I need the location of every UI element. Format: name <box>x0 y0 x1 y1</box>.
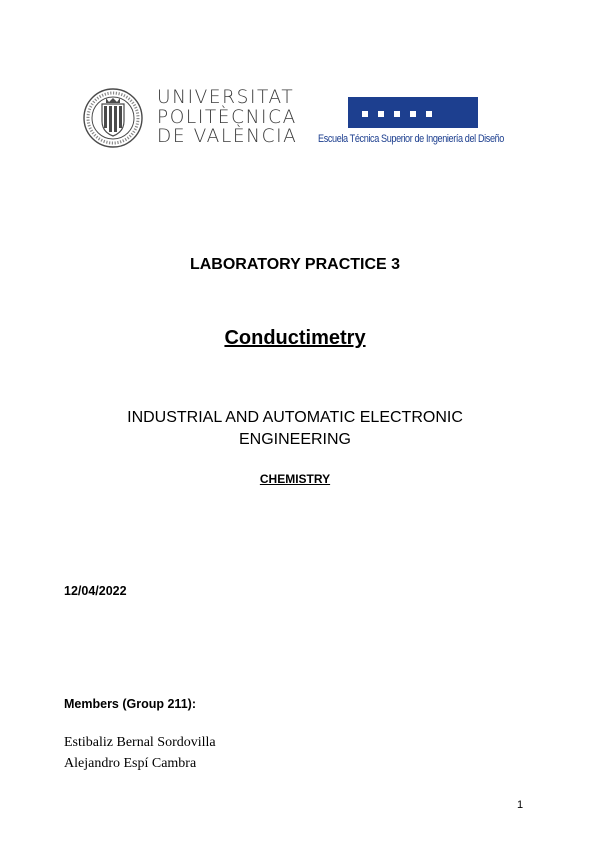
lab-title: LABORATORY PRACTICE 3 <box>189 256 401 273</box>
degree-line: ENGINEERING <box>238 431 351 448</box>
upv-name-line: POLITÈCNICA <box>157 106 297 128</box>
degree-line: INDUSTRIAL AND AUTOMATIC ELECTRONIC <box>127 409 463 426</box>
etsid-name: Escuela Técnica Superior de Ingeniería del Diseño <box>318 133 504 145</box>
upv-seal-icon <box>82 87 146 149</box>
upv-name-line: UNIVERSITAT <box>157 87 295 108</box>
degree-name <box>0 407 590 451</box>
member-name: Estibaliz Bernal Sordovilla <box>64 735 216 750</box>
date: 12/04/2022 <box>64 584 127 598</box>
etsid-emblem-icon <box>348 97 478 129</box>
upv-name-line: DE VALÈNCIA <box>157 126 298 147</box>
page-number: 1 <box>517 799 524 811</box>
topic-title: Conductimetry <box>224 327 366 349</box>
member-name: Alejandro Espí Cambra <box>64 756 197 771</box>
subject: CHEMISTRY <box>259 472 331 486</box>
members-heading: Members (Group 211): <box>64 697 196 711</box>
upv-logo <box>82 87 298 149</box>
etsid-logo <box>318 97 518 147</box>
upv-name <box>157 88 297 147</box>
